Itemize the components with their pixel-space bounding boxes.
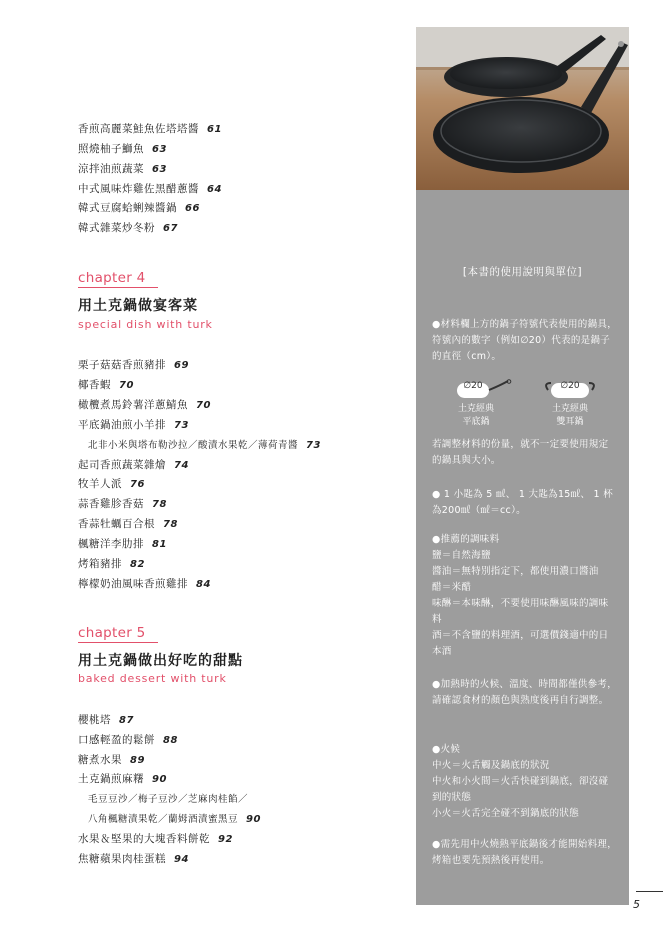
chapter-label: chapter 5 [78, 625, 146, 641]
toc-entry-title: 橄欖煮馬鈴薯洋蔥鯖魚 [78, 399, 188, 411]
toc-entry[interactable] [78, 732, 178, 747]
toc-entry-page: 82 [130, 559, 145, 570]
toc-entry[interactable] [78, 141, 167, 156]
toc-entry[interactable] [78, 771, 167, 786]
double-handle-pan-caption [535, 403, 605, 429]
toc-entry-title: 八角楓糖漬果乾／蘭姆酒漬蜜黑豆 [88, 814, 239, 825]
toc-entry-page: 63 [152, 164, 167, 175]
toc-entry-title: 平底鍋油煎小羊排 [78, 419, 166, 431]
seasoning-item: 酒＝不含鹽的料理酒，可選價錢適中的日本酒 [432, 630, 609, 657]
measurement-note: ● 1 小匙為 5 ㎖、 1 大匙為15㎖、 1 杯為200㎖（㎖＝cc）。 [432, 489, 614, 516]
toc-entry-title: 毛豆豆沙／梅子豆沙／芝麻肉桂餡／ [88, 794, 249, 805]
toc-entry-page: 67 [163, 223, 178, 234]
toc-entry-page: 81 [152, 539, 167, 550]
toc-entry[interactable] [78, 576, 211, 591]
heat-level-section [432, 742, 618, 822]
toc-entry-page: 94 [174, 854, 189, 865]
toc-entry[interactable] [78, 377, 134, 392]
panel-heading: [本書的使用說明與單位] [462, 266, 583, 278]
toc-entry[interactable] [78, 831, 233, 846]
double-handle-pan-caption-line1: 土克經典 [551, 404, 588, 414]
chapter-subtitle: special dish with turk [78, 318, 213, 331]
toc-entry-title: 烤箱豬排 [78, 558, 122, 570]
toc-entry-page: 70 [196, 400, 211, 411]
toc-entry-page: 90 [246, 814, 261, 825]
toc-entry[interactable] [78, 457, 189, 472]
toc-entry-title: 涼拌油煎蔬菜 [78, 163, 144, 175]
toc-entry-title: 楓糖洋李肋排 [78, 538, 144, 550]
toc-entry-title: 口感輕盈的鬆餅 [78, 734, 155, 746]
toc-entry[interactable] [78, 200, 200, 215]
toc-entry[interactable] [78, 397, 211, 412]
toc-entry-title: 韓式豆腐蛤蜊辣醬鍋 [78, 202, 177, 214]
toc-entry[interactable] [88, 791, 248, 805]
toc-entry-page: 74 [174, 460, 189, 471]
toc-entry-page: 69 [174, 360, 189, 371]
toc-entry-title: 糖煮水果 [78, 754, 122, 766]
seasoning-item: 味醂＝本味醂，不要使用味醂風味的調味料 [432, 598, 609, 625]
toc-entry[interactable] [78, 712, 134, 727]
double-handle-pan-caption-line2: 雙耳鍋 [556, 417, 584, 427]
toc-entry-title: 牧羊人派 [78, 478, 122, 490]
toc-entry-title: 韓式雜菜炒冬粉 [78, 222, 155, 234]
page-number: 5 [633, 898, 640, 911]
seasoning-item: 醋＝米醋 [432, 582, 472, 593]
chapter-subtitle: baked dessert with turk [78, 672, 227, 685]
toc-entry-title: 起司香煎蔬菜雜燴 [78, 459, 166, 471]
pan-photo [416, 27, 629, 190]
toc-entry-title: 水果＆堅果的大塊香料餅乾 [78, 833, 210, 845]
toc-entry-page: 73 [306, 440, 321, 451]
toc-entry-page: 64 [207, 184, 222, 195]
toc-entry[interactable] [88, 811, 261, 825]
seasoning-title: ●推薦的調味料 [432, 534, 500, 545]
seasoning-item: 鹽＝自然海鹽 [432, 550, 491, 561]
frying-pan-image [416, 27, 629, 190]
heat-level-title: ●火候 [432, 744, 461, 755]
toc-entry-title: 蒜香雞胗香菇 [78, 498, 144, 510]
toc-entry[interactable] [78, 752, 145, 767]
toc-entry-page: 84 [196, 579, 211, 590]
usage-panel [416, 27, 629, 905]
toc-entry-page: 78 [163, 519, 178, 530]
toc-entry-title: 栗子菇菇香煎豬排 [78, 359, 166, 371]
frying-pan-caption-line1: 土克經典 [457, 404, 494, 414]
chapter-underline [78, 287, 158, 288]
toc-entry-page: 70 [119, 380, 134, 391]
frying-pan-caption [441, 403, 511, 429]
heat-level-item: 中火和小火間＝火舌快碰到鍋底，卻沒碰到的狀態 [432, 776, 609, 803]
toc-entry-title: 椰香蝦 [78, 379, 111, 391]
toc-entry-title: 北非小米與塔布勒沙拉／酸漬水果乾／薄荷青醬 [88, 440, 299, 451]
toc-entry-title: 櫻桃塔 [78, 714, 111, 726]
toc-entry-page: 78 [152, 499, 167, 510]
toc-entry-page: 87 [119, 715, 134, 726]
toc-entry-page: 63 [152, 144, 167, 155]
toc-entry[interactable] [78, 121, 222, 136]
chapter-label: chapter 4 [78, 270, 146, 286]
toc-entry[interactable] [78, 496, 167, 511]
toc-entry[interactable] [78, 220, 178, 235]
frying-pan-size: ∅20 [463, 381, 483, 391]
toc-entry-page: 73 [174, 420, 189, 431]
toc-entry-title: 照燒柚子鰤魚 [78, 143, 144, 155]
toc-entry-title: 土克鍋煎麻糬 [78, 773, 144, 785]
chapter-underline [78, 642, 158, 643]
toc-entry-page: 61 [207, 124, 222, 135]
toc-entry[interactable] [78, 417, 189, 432]
toc-entry[interactable] [78, 181, 222, 196]
toc-entry-page: 92 [218, 834, 233, 845]
toc-entry-page: 90 [152, 774, 167, 785]
heating-note: ●加熱時的火候、溫度、時間都僅供參考，請確認食材的顏色與熟度後再自行調整。 [432, 679, 617, 706]
double-handle-pan-size: ∅20 [560, 381, 580, 391]
toc-entry-title: 香煎高麗菜鮭魚佐塔塔醬 [78, 123, 199, 135]
toc-entry-title: 香蒜牡蠣百合根 [78, 518, 155, 530]
toc-entry[interactable] [88, 437, 321, 451]
frying-pan-caption-line2: 平底鍋 [462, 417, 490, 427]
seasoning-section [432, 532, 618, 660]
page-number-rule [636, 891, 663, 892]
toc-entry-page: 88 [163, 735, 178, 746]
preheat-note: ●需先用中火燒熱平底鍋後才能開始料理，烤箱也要先預熱後再使用。 [432, 839, 617, 866]
heat-level-item: 小火＝火舌完全碰不到鍋底的狀態 [432, 808, 580, 819]
heat-level-item: 中火＝火舌觸及鍋底的狀況 [432, 760, 550, 771]
toc-entry-page: 66 [185, 203, 200, 214]
pan-symbol-note: ●材料欄上方的鍋子符號代表使用的鍋具，符號內的數字（例如∅20）代表的是鍋子的直徑（cm）。 [432, 319, 617, 362]
toc-entry[interactable] [78, 476, 145, 491]
toc-entry[interactable] [78, 357, 189, 372]
chapter-title: 用土克鍋做宴客菜 [78, 298, 198, 314]
toc-entry[interactable] [78, 851, 189, 866]
toc-entry[interactable] [78, 536, 167, 551]
toc-entry-page: 89 [130, 755, 145, 766]
toc-entry[interactable] [78, 516, 178, 531]
toc-entry[interactable] [78, 161, 167, 176]
toc-entry-title: 中式風味炸雞佐黑醋蔥醬 [78, 183, 199, 195]
toc-entry[interactable] [78, 556, 145, 571]
pan-size-note: 若調整材料的份量，就不一定要使用規定的鍋具與大小。 [432, 439, 609, 466]
seasoning-item: 醬油＝無特別指定下，都使用濃口醬油 [432, 566, 599, 577]
toc-entry-title: 檸檬奶油風味香煎雞排 [78, 578, 188, 590]
chapter-title: 用土克鍋做出好吃的甜點 [78, 653, 243, 669]
toc-entry-page: 76 [130, 479, 145, 490]
toc-entry-title: 焦糖蘋果肉桂蛋糕 [78, 853, 166, 865]
